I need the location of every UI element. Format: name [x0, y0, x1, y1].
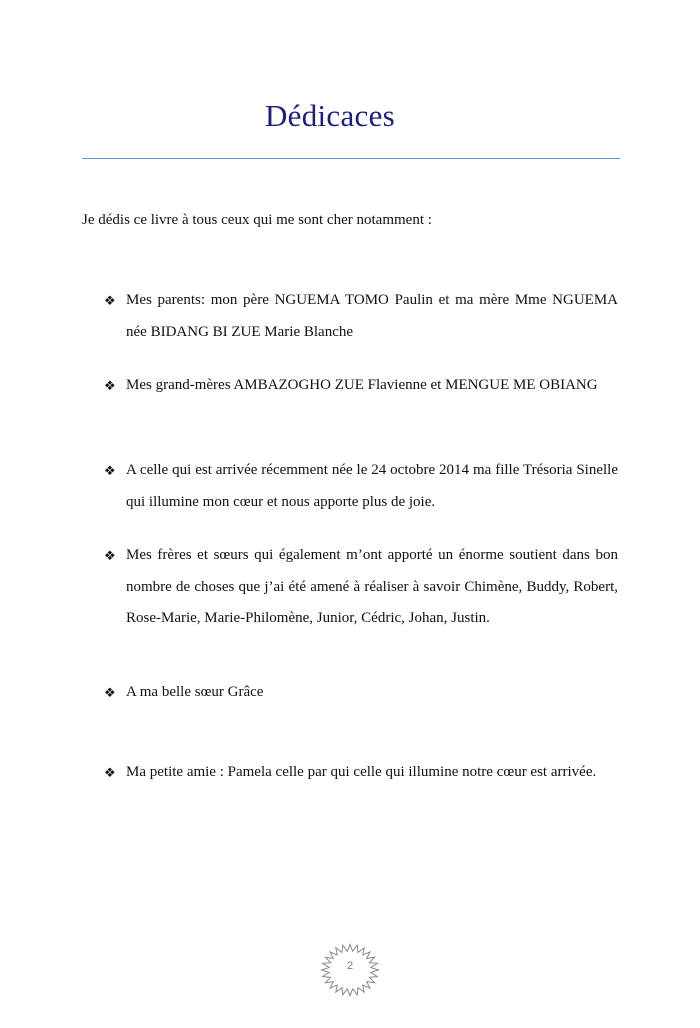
diamond-bullet-icon: ❖: [104, 463, 116, 478]
dedication-text: Mes frères et sœurs qui également m’ont apporté un énorme soutient dans bon nombre de choses que j’ai été amené à réaliser à savoir Chimène, Buddy, Robert, Rose-Marie, Marie-Philomène, Junior, Cédric, Johan, Justin.: [126, 547, 618, 626]
title-divider: [82, 158, 620, 159]
dedication-item: [104, 677, 618, 709]
dedication-item: [104, 370, 618, 402]
diamond-bullet-icon: ❖: [104, 378, 116, 393]
diamond-bullet-icon: ❖: [104, 293, 116, 308]
dedication-text: Mes grand-mères AMBAZOGHO ZUE Flavienne et MENGUE ME OBIANG: [126, 377, 598, 393]
dedication-item: [104, 757, 618, 789]
dedication-item: [104, 455, 618, 518]
diamond-bullet-icon: ❖: [104, 685, 116, 700]
diamond-bullet-icon: ❖: [104, 765, 116, 780]
dedication-text: A ma belle sœur Grâce: [126, 684, 264, 700]
dedication-item: [104, 540, 618, 635]
page-number: 2: [346, 960, 354, 972]
dedication-item: [104, 285, 618, 348]
page-title: Dédicaces: [264, 98, 396, 133]
diamond-bullet-icon: ❖: [104, 548, 116, 563]
dedication-text: Ma petite amie : Pamela celle par qui celle qui illumine notre cœur est arrivée.: [126, 764, 597, 780]
dedication-text: Mes parents: mon père NGUEMA TOMO Paulin et ma mère Mme NGUEMA née BIDANG BI ZUE Marie Blanche: [126, 292, 618, 340]
intro-paragraph: Je dédis ce livre à tous ceux qui me sont cher notamment :: [82, 212, 432, 228]
page-number-badge: [319, 942, 381, 998]
dedication-text: A celle qui est arrivée récemment née le 24 octobre 2014 ma fille Trésoria Sinelle qui illumine mon cœur et nous apporte plus de joie.: [126, 462, 618, 510]
